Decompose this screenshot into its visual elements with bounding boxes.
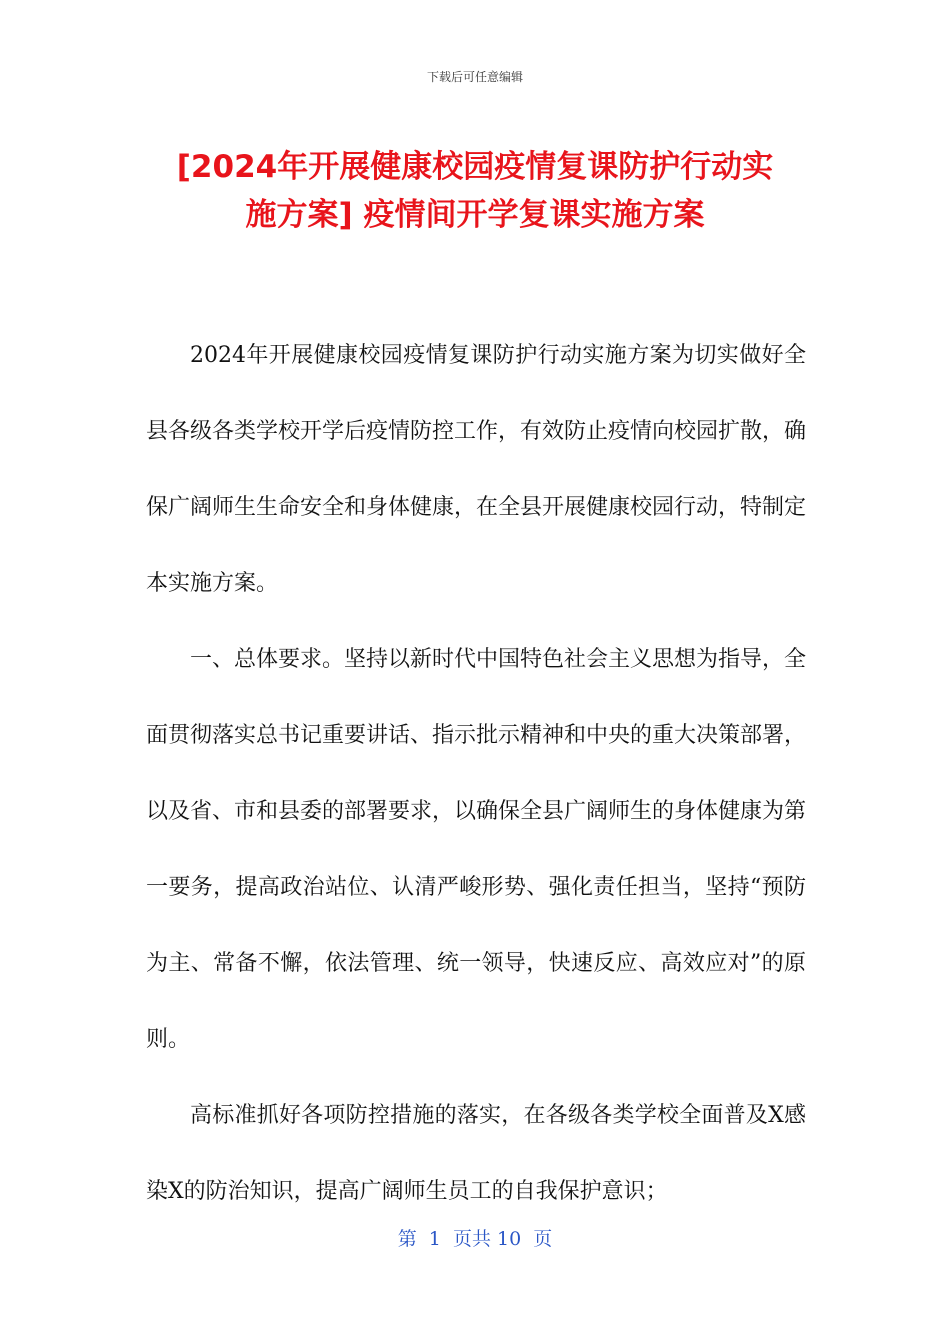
title-line-1: [2024年开展健康校园疫情复课防护行动实: [176, 149, 774, 185]
document-body: [146, 318, 806, 1230]
paragraph-measures: 高标准抓好各项防控措施的落实，在各级各类学校全面普及X感染X的防治知识，提高广阔师生员工的自我保护意识；: [146, 1103, 806, 1204]
paragraph-general-requirements: 一、总体要求。坚持以新时代中国特色社会主义思想为指导，全面贯彻落实总书记重要讲话、指示批示精神和中央的重大决策部署，以及省、市和县委的部署要求，以确保全县广阔师生的身体健康为第一要务，提高政治站位、认清严峻形势、强化责任担当，坚持“预防为主、常备不懈，依法管理、统一领导，快速反应、高效应对”的原则。: [146, 647, 807, 1052]
header-note: 下载后可任意编辑: [426, 70, 523, 84]
paragraph-intro: 2024年开展健康校园疫情复课防护行动实施方案为切实做好全县各级各类学校开学后疫情防控工作，有效防止疫情向校园扩散，确保广阔师生生命安全和身体健康，在全县开展健康校园行动，特制定本实施方案。: [146, 343, 807, 596]
page-number-footer: 第 1 页共 10 页: [397, 1228, 553, 1250]
title-line-2: 施方案] 疫情间开学复课实施方案: [245, 197, 705, 233]
document-title: [120, 143, 830, 239]
